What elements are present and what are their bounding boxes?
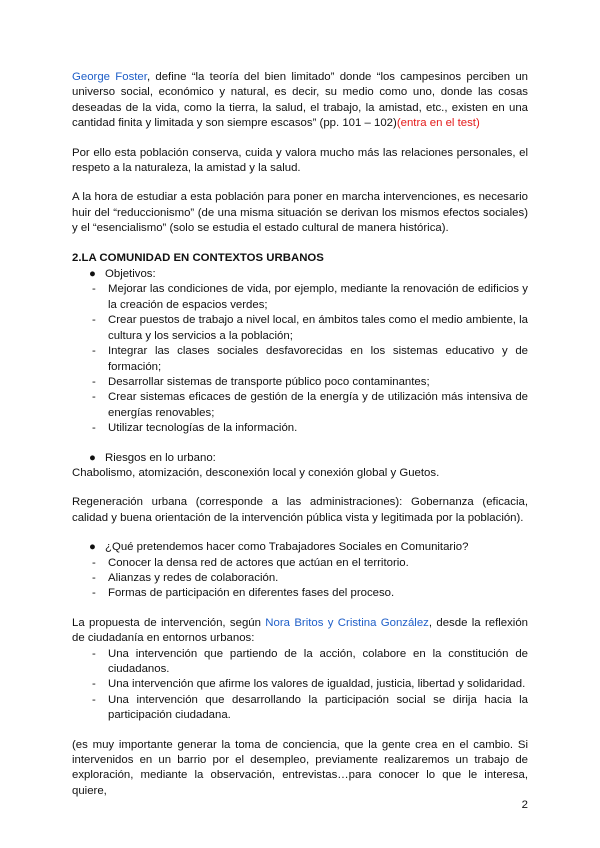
regeneration-paragraph: Regeneración urbana (corresponde a las administraciones): Gobernanza (eficacia, calidad y buena orientación de la intervención pública vista y legitimada por la población). xyxy=(72,496,528,524)
dash-mark: - xyxy=(92,283,96,296)
authors-link-britos-gonzalez[interactable]: Nora Britos y Cristina González xyxy=(265,616,429,629)
list-item xyxy=(72,375,528,390)
list-item xyxy=(72,677,528,692)
objectives-bullet xyxy=(72,267,528,282)
list-item-text: Crear sistemas eficaces de gestión de la energía y de utilización más intensiva de energías renovables; xyxy=(108,391,528,419)
bullet-item xyxy=(72,540,528,555)
proposal-paragraph xyxy=(72,616,528,647)
list-item-text: Una intervención que desarrollando la participación social se dirija hacia la participación ciudadana. xyxy=(108,693,528,722)
list-item-text: Integrar las clases sociales desfavorecidas en los sistemas educativo y de formación; xyxy=(108,345,528,373)
document-page xyxy=(72,70,528,799)
list-item-text: Conocer la densa red de actores que actúan en el territorio. xyxy=(108,556,409,569)
list-item-text: Desarrollar sistemas de transporte público poco contaminantes; xyxy=(108,375,430,388)
list-item xyxy=(72,647,528,678)
question-bullet xyxy=(72,540,528,555)
list-item-text: Utilizar tecnologías de la información. xyxy=(108,422,298,435)
list-item-text: Crear puestos de trabajo a nivel local, en ámbitos tales como el medio ambiente, la cultura y los servicios a la población; xyxy=(108,314,528,342)
list-item xyxy=(72,571,528,586)
spacer xyxy=(72,437,528,451)
proposal-list xyxy=(72,647,528,724)
risks-bullet xyxy=(72,451,528,466)
page-number: 2 xyxy=(521,799,528,811)
paragraph-reduccionismo: A la hora de estudiar a esta población para poner en marcha intervenciones, es necesario huir del “reduccionismo” (de una misma situación se derivan los mismos efectos sociales) y el “esencialismo” (solo se estudia el estado cultural de manera histórica). xyxy=(72,191,528,235)
dash-mark: - xyxy=(92,375,96,388)
dash-mark: - xyxy=(92,345,96,358)
question-label: ¿Qué pretendemos hacer como Trabajadores Sociales en Comunitario? xyxy=(105,541,469,554)
risks-label: Riesgos en lo urbano: xyxy=(105,451,216,464)
question-list xyxy=(72,556,528,602)
dash-mark: - xyxy=(92,556,96,569)
objectives-label: Objetivos: xyxy=(105,268,156,281)
bullet-mark: ● xyxy=(89,541,96,554)
list-item-text: Alianzas y redes de colaboración. xyxy=(108,571,279,584)
bullet-item xyxy=(72,451,528,466)
list-item xyxy=(72,344,528,375)
bullet-mark: ● xyxy=(89,268,96,281)
paragraph-foster xyxy=(72,70,528,132)
list-item xyxy=(72,586,528,601)
dash-mark: - xyxy=(92,647,96,660)
proposal-text-before: La propuesta de intervención, según xyxy=(72,616,266,629)
list-item-text: Una intervención que afirme los valores de igualdad, justicia, libertad y solidaridad. xyxy=(108,678,526,691)
spacer xyxy=(72,724,528,738)
bullet-mark: ● xyxy=(89,451,96,464)
dash-mark: - xyxy=(92,314,96,327)
risks-text: Chabolismo, atomización, desconexión local y conexión global y Guetos. xyxy=(72,466,440,479)
dash-mark: - xyxy=(92,678,96,691)
author-link-george-foster[interactable]: George Foster xyxy=(72,71,147,83)
list-item xyxy=(72,421,528,436)
paragraph-foster-text: , define “la teoría del bien limitado” donde “los campesinos perciben un universo social, económico y natural, es decir, su medio como uno, donde las cosas deseadas de la vida, como la tierra, la salud, el trabajo, la amistad, etc., existen en una cantidad finita y limitada y son siempre escasos” (pp. 101 – 102) xyxy=(72,71,529,130)
list-item xyxy=(72,390,528,421)
list-item xyxy=(72,282,528,313)
objectives-list xyxy=(72,282,528,436)
dash-mark: - xyxy=(92,571,96,584)
dash-mark: - xyxy=(92,693,96,706)
proposal-text-after: , desde la reflexión de ciudadanía en entornos urbanos: xyxy=(72,616,528,645)
list-item xyxy=(72,556,528,571)
dash-mark: - xyxy=(92,422,96,435)
paragraph-poblacion: Por ello esta población conserva, cuida y valora mucho más las relaciones personales, el respeto a la naturaleza, la amistad y la salud. xyxy=(72,146,528,175)
section-heading: 2.LA COMUNIDAD EN CONTEXTOS URBANOS xyxy=(72,251,324,264)
list-item-text: Formas de participación en diferentes fases del proceso. xyxy=(108,587,395,600)
list-item-text: Una intervención que partiendo de la acción, colabore en la constitución de ciudadanos. xyxy=(108,647,528,675)
spacer xyxy=(72,602,528,616)
closing-paragraph: (es muy importante generar la toma de conciencia, que la gente crea en el cambio. Si intervenidos en un barrio por el desempleo, previamente realizaremos un trabajo de exploración, mediante la observación, entrevistas…para conocer lo que le interesa, quiere, xyxy=(72,738,528,797)
list-item xyxy=(72,313,528,344)
test-note: (entra en el test) xyxy=(396,117,480,130)
list-item-text: Mejorar las condiciones de vida, por ejemplo, mediante la renovación de edificios y la creación de espacios verdes; xyxy=(108,283,528,311)
dash-mark: - xyxy=(92,587,96,600)
list-item xyxy=(72,693,528,724)
dash-mark: - xyxy=(92,391,96,404)
bullet-item xyxy=(72,267,528,282)
